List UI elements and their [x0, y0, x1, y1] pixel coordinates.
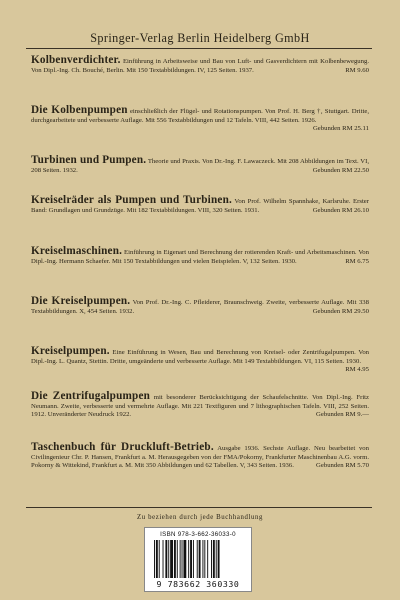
availability-note: Zu beziehen durch jede Buchhandlung: [137, 514, 263, 521]
book-entry: [31, 392, 369, 420]
book-description: mit besonderer Berücksichtigung der Schaufelschnitte. Von Dipl.-Ing. Fritz Neumann. Zweite, verbesserte und vermehrte Auflage. Mit 221 Textfiguren und 7 lithographischen Tafeln. VIII, 252 Seiten. 1912. Unveränderter Neudruck 1922.: [31, 394, 370, 419]
ean-digits: 9 783662 360330: [156, 579, 240, 589]
book-description: Eine Einführung in Wesen, Bau und Berechnung von Kreisel- oder Zentrifugalpumpen. Von Dipl.-Ing. L. Quantz, Stettin. Dritte, umgeänderte und verbesserte Auflage. Mit 149 Textabbildungen. VI, 115 Seiten. 1930.: [31, 349, 370, 365]
barcode-bar: [202, 540, 203, 578]
book-title: Die Zentrifugalpumpen: [31, 390, 151, 402]
barcode-bar: [177, 540, 178, 578]
barcode-bar: [154, 540, 155, 578]
book-title: Kreiselpumpen.: [31, 345, 110, 357]
barcode: [144, 527, 252, 592]
barcode-bar: [163, 540, 164, 578]
barcode-bar: [168, 540, 169, 578]
barcode-bar: [218, 540, 220, 578]
book-entry: [31, 156, 369, 175]
book-description: Einführung in Eigenart und Berechnung der rotierenden Kraft- und Arbeitsmaschinen. Von Dipl.-Ing. Hermann Schaefer. Mit 150 Textabbildungen und vielen Beispielen. V, 132 Seiten. 1930.: [31, 249, 369, 265]
barcode-bar: [156, 540, 158, 578]
barcode-bar: [199, 540, 201, 578]
book-price: Gebunden RM 22.50: [312, 166, 369, 174]
bottom-rule: [26, 507, 372, 508]
book-entry: [31, 56, 369, 75]
book-price: RM 6.75: [345, 257, 369, 265]
book-entry: [31, 347, 369, 375]
barcode-bar: [213, 540, 215, 578]
isbn-label: ISBN 978-3-662-36033-0: [160, 531, 236, 538]
book-title: Turbinen und Pumpen.: [31, 154, 147, 166]
barcode-bar: [183, 540, 186, 578]
book-entry: [31, 443, 369, 471]
barcode-bar: [211, 540, 212, 578]
book-title: Taschenbuch für Druckluft-Betrieb.: [31, 441, 214, 453]
book-title: Die Kolbenpumpen: [31, 104, 128, 116]
book-title: Kreiselmaschinen.: [31, 245, 123, 257]
barcode-bar: [204, 540, 205, 578]
barcode-bar: [182, 540, 183, 578]
barcode-bar: [174, 540, 176, 578]
book-description: Theorie und Praxis. Von Dr.-Ing. F. Lawaczeck. Mit 208 Abbildungen im Text. VI, 208 Seiten. 1932.: [31, 158, 369, 174]
barcode-bar: [190, 540, 192, 578]
book-description: Ausgabe 1936. Sechste Auflage. Neu bearbeitet von Civilingenieur Chr. P. Hansen, Frankfurt a. M. Herausgegeben von der FMA/Pokorny, Frankfurter Maschinenbau A.G. vorm. Pokorny & Wittekind, Frankfurt a. M. Mit 350 Abbildungen und 62 Tabellen. V, 343 Seiten. 1936.: [31, 445, 369, 470]
book-entry: [31, 196, 369, 215]
book-title: Kolbenverdichter.: [31, 54, 121, 66]
top-rule: [26, 48, 372, 49]
book-price: Gebunden RM 26.10: [312, 206, 369, 214]
book-price: Gebunden RM 29.50: [312, 307, 369, 315]
barcode-bar: [197, 540, 198, 578]
barcode-bar: [180, 540, 181, 578]
barcode-bar: [170, 540, 173, 578]
barcode-bar: [165, 540, 167, 578]
book-price: Gebunden RM 5.70: [316, 462, 369, 470]
book-entry: [31, 297, 369, 316]
book-description: einschließlich der Flügel- und Rotationspumpen. Von Prof. H. Berg †, Stuttgart. Dritte, durchgearbeitete und verbesserte Auflage. Mit 556 Textabbildungen und 12 Tafeln. VIII, 442 Seiten. 1926.: [31, 108, 369, 124]
barcode-bar: [193, 540, 194, 578]
book-price: RM 4.95: [345, 366, 369, 374]
book-description: Von Prof. Wilhelm Spannhake, Karlsruhe. Erster Band: Grundlagen und Grundzüge. Mit 182 Textabbildungen. VIII, 320 Seiten. 1931.: [31, 198, 369, 214]
book-price: RM 9.60: [345, 66, 369, 74]
book-description: Einführung in Arbeitsweise und Bau von Luft- und Gasverdichtern mit Kolbenbewegung. Von Dipl.-Ing. Ch. Bouché, Berlin. Mit 150 Textabbildungen. IV, 125 Seiten. 1937.: [31, 58, 369, 74]
book-price: Gebunden RM 25.11: [312, 125, 369, 133]
book-title: Kreiselräder als Pumpen und Turbinen.: [31, 194, 232, 206]
barcode-bar: [216, 540, 217, 578]
book-title: Die Kreiselpumpen.: [31, 295, 131, 307]
barcode-bar: [207, 540, 208, 578]
barcode-bar: [159, 540, 160, 578]
barcode-bars: [154, 540, 242, 578]
book-description: Von Prof. Dr.-Ing. C. Pfleiderer, Braunschweig. Zweite, verbesserte Auflage. Mit 338 Textabbildungen. X, 454 Seiten. 1932.: [31, 299, 369, 315]
book-price: Gebunden RM 9.—: [316, 411, 369, 419]
book-entry: [31, 247, 369, 266]
book-entry: [31, 106, 369, 134]
barcode-bar: [188, 540, 189, 578]
publisher-header: Springer-Verlag Berlin Heidelberg GmbH: [90, 31, 310, 45]
